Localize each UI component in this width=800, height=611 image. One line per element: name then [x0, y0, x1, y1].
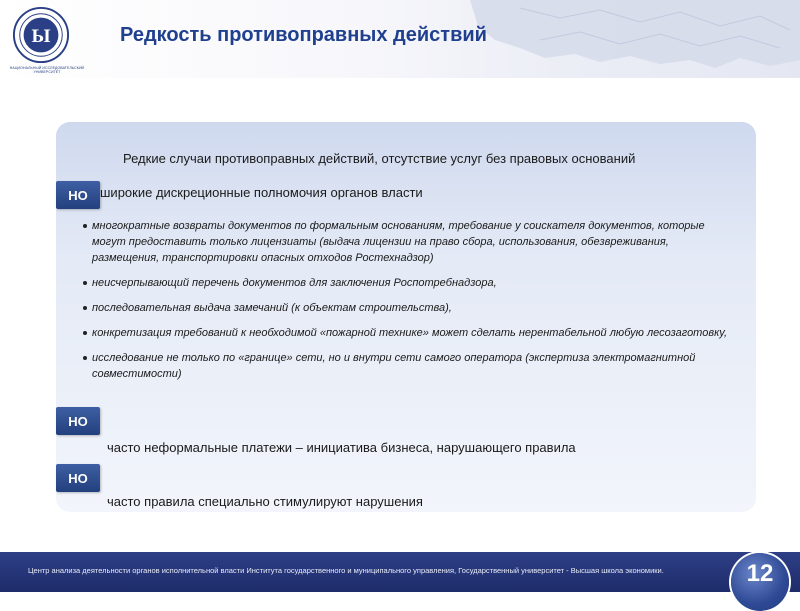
list-item: последовательная выдача замечаний (к объектам строительства), [84, 300, 734, 316]
bullet-dot [83, 356, 87, 360]
page-number: 12 [746, 560, 774, 587]
bullet-list [84, 218, 734, 391]
bullet-dot [83, 331, 87, 335]
lead-text: Редкие случаи противоправных действий, отсутствие услуг без правовых оснований [123, 151, 636, 166]
footer-text: Центр анализа деятельности органов исполнительной власти Института государственного и муниципального управления, Государственный университет - Высшая школа экономики. [28, 566, 664, 575]
badge-no-1: НО [56, 181, 100, 209]
svg-text:Ы: Ы [31, 25, 51, 47]
badge-no-3: НО [56, 464, 100, 492]
logo-caption: НАЦИОНАЛЬНЫЙ ИССЛЕДОВАТЕЛЬСКИЙ УНИВЕРСИТЕТ [9, 66, 85, 74]
point-discretionary-powers: широкие дискреционные полномочия органов власти [100, 185, 423, 200]
hse-logo [12, 6, 70, 64]
bullet-dot [83, 281, 87, 285]
badge-no-2: НО [56, 407, 100, 435]
bullet-dot [83, 224, 87, 228]
header [0, 0, 800, 78]
point-rules-stimulate-violations: часто правила специально стимулируют нарушения [107, 494, 423, 509]
list-item: многократные возвраты документов по формальным основаниям, требование у соискателя документов, которые могут предоставить только лицензиаты (выдача лицензии на право сбора, использования, обезвреживания, размещения, транспортировки опасных отходов Ростехнадзор) [84, 218, 734, 266]
list-item: конкретизация требований к необходимой «пожарной технике» может сделать нерентабельной любую лесозаготовку, [84, 325, 734, 341]
point-informal-payments: часто неформальные платежи – инициатива бизнеса, нарушающего правила [107, 440, 576, 455]
page-title: Редкость противоправных действий [120, 24, 487, 46]
list-item: неисчерпывающий перечень документов для заключения Роспотребнадзора, [84, 275, 734, 291]
list-item: исследование не только по «границе» сети, но и внутри сети самого оператора (экспертиза электромагнитной совместимости) [84, 350, 734, 382]
bullet-dot [83, 306, 87, 310]
